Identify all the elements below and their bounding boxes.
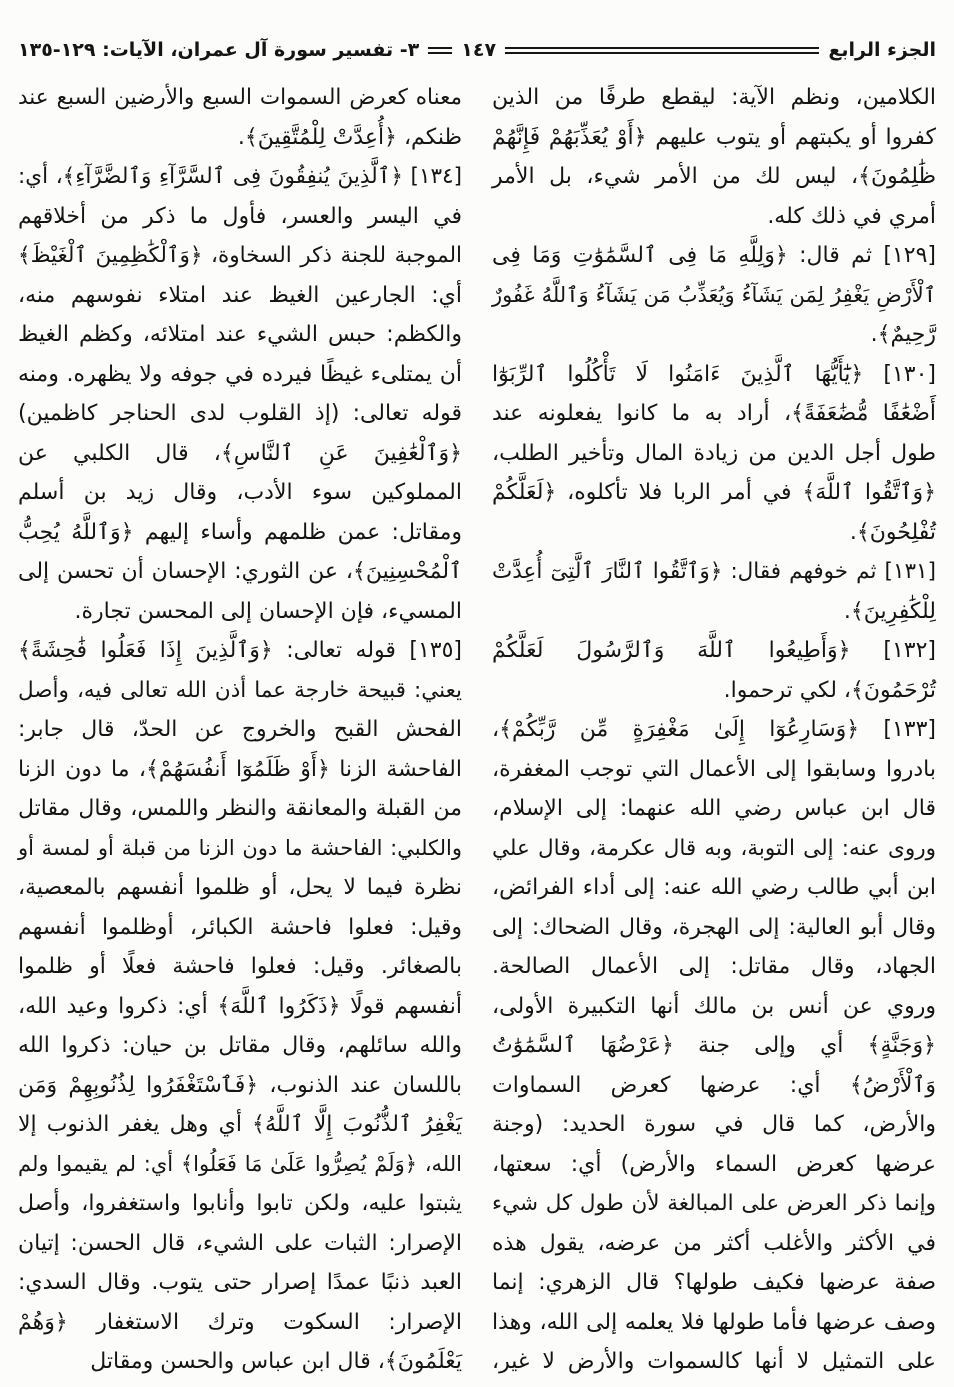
paragraph: [492, 710, 936, 1382]
text-line: [18, 631, 462, 671]
line-text: الله، ﴿وَلَمْ يُصِرُّوا عَلَىٰ مَا فَعَلُوا﴾ أي: لم يقيموا ولم: [18, 1151, 462, 1176]
line-text: المملوكين سوء الأدب، وقال زيد بن أسلم: [18, 480, 462, 505]
line-text: ﴿وَٱتَّقُوا ٱللَّهَ﴾ في أمر الربا فلا تأكلوه، ﴿لَعَلَّكُمْ: [492, 480, 936, 505]
line-text: بادروا وسابقوا إلى الأعمال التي توجب المغفرة،: [492, 756, 936, 782]
line-text: طول أجل الدين من زيادة المال وتأخير الطلب،: [492, 440, 936, 466]
line-text: وصف عرضها فأما طولها فلا يعلمه إلى الله، وهذا: [492, 1309, 936, 1335]
text-line: [492, 631, 936, 671]
page-number: ١٤٧: [461, 39, 497, 61]
line-text: ظَٰلِمُونَ﴾، ليس لك من الأمر شيء، بل الأمر: [492, 164, 936, 189]
line-text: كفروا أو يكبتهم أو يتوب عليهم ﴿أَوْ يُعَذِّبَهُمْ فَإِنَّهُمْ: [492, 124, 936, 150]
text-line: [18, 671, 462, 711]
line-text: أَضْعَٰفًا مُّضَٰعَفَةً﴾، أراد به ما كانوا يفعلونه عند: [492, 401, 936, 426]
line-text: [١٣٢] ﴿وَأَطِيعُوا ٱللَّهَ وَٱلرَّسُولَ لَعَلَّكُمْ: [492, 638, 936, 663]
text-line: [492, 1263, 936, 1303]
paragraph: [492, 355, 936, 553]
text-line: [492, 552, 936, 592]
line-text: ظنكم، ﴿أُعِدَّتْ لِلْمُتَّقِينَ﴾.: [237, 124, 462, 150]
text-line: [492, 513, 936, 553]
line-text: والله سائلهم، وقال مقاتل بن حيان: ذكروا الله: [18, 1033, 462, 1058]
part-title: الجزء الرابع: [828, 39, 936, 61]
text-line: [492, 355, 936, 395]
text-line: [492, 1342, 936, 1382]
line-text: قوله تعالى: (إذ القلوب لدى الحناجر كاظمين): [18, 401, 462, 426]
text-line: [492, 315, 936, 355]
line-text: ابن أبي طالب رضي الله عنه: إلى أداء الفرائض،: [492, 875, 936, 900]
line-text: [١٣٥] قوله تعالى: ﴿وَٱلَّذِينَ إِذَا فَعَلُوا فَٰحِشَةً﴾: [18, 638, 462, 663]
text-line: [18, 947, 462, 987]
line-text: العبد ذنبًا عمدًا إصرار حتى يتوب. وقال السدي:: [18, 1270, 462, 1295]
line-text: ٱلْأَرْضِ يَغْفِرُ لِمَن يَشَآءُ وَيُعَذِّبُ مَن يَشَآءُ وَٱللَّهُ غَفُورٌ: [492, 282, 936, 307]
double-rule-short: [428, 47, 452, 54]
text-line: [18, 157, 462, 197]
line-text: الإصرار: الثبات على الشيء، قال الحسن: إتيان: [18, 1230, 462, 1256]
line-text: أمري في ذلك كله.: [767, 203, 936, 229]
text-line: [18, 987, 462, 1027]
line-text: لِلْكَٰفِرِينَ﴾.: [843, 598, 936, 624]
text-line: [18, 1145, 462, 1185]
line-text: في اليسر والعسر، فأول ما ذكر من أخلاقهم: [18, 203, 462, 229]
text-line: [18, 552, 462, 592]
column-right: [492, 78, 936, 1382]
line-text: الكلامين، ونظم الآية: ليقطع طرفًا من الذين: [492, 85, 936, 110]
line-text: نظرة فيما لا يحل، أو ظلموا أنفسهم بالمعصية،: [18, 875, 462, 900]
text-line: [492, 710, 936, 750]
text-line: [492, 473, 936, 513]
line-text: أن يمتلىء غيظًا فيرده في جوفه ولا يظهره. ومنه: [18, 361, 462, 387]
line-text: يَعْلَمُونَ﴾، قال ابن عباس والحسن ومقاتل: [90, 1349, 462, 1374]
text-line: [18, 1105, 462, 1145]
text-line: [492, 868, 936, 908]
paragraph: [18, 631, 462, 1382]
text-line: [18, 1342, 462, 1382]
text-line: [492, 908, 936, 948]
double-rule: [505, 47, 819, 54]
text-line: [18, 789, 462, 829]
line-text: الفحش القبح والخروج عن الحدّ، قال جابر:: [18, 717, 462, 742]
line-text: صفة عرضها فكيف طولها؟ قال الزهري: إنما: [492, 1270, 936, 1295]
line-text: والكظم: حبس الشيء عند امتلائه، وكظم الغيظ: [18, 322, 462, 347]
text-line: [492, 1026, 936, 1066]
text-line: [492, 987, 936, 1027]
text-line: [18, 513, 462, 553]
text-line: [492, 1184, 936, 1224]
line-text: والأرض، كما قال في سورة الحديد: (وجنة: [492, 1112, 936, 1137]
text-line: [492, 197, 936, 237]
line-text: وَٱلْأَرْضُ﴾ أي: عرضها كعرض السماوات: [492, 1072, 936, 1098]
text-line: [492, 78, 936, 118]
line-text: في الأكثر والأغلب أكثر من عرضه، يقول هذه: [492, 1230, 936, 1256]
line-text: وروي عن أنس بن مالك أنها التكبيرة الأولى،: [492, 993, 936, 1019]
line-text: [١٣٤] ﴿ٱلَّذِينَ يُنفِقُونَ فِى ٱلسَّرَّآءِ وَٱلضَّرَّآءِ﴾، أي:: [18, 164, 462, 189]
line-text: [١٣٠] ﴿يَٰٓأَيُّهَا ٱلَّذِينَ ءَامَنُوا لَا تَأْكُلُوا ٱلرِّبَوٰٓا: [492, 361, 936, 387]
text-line: [18, 394, 462, 434]
text-line: [18, 592, 462, 632]
text-line: [18, 355, 462, 395]
line-text: المسيء، فإن الإحسان إلى المحسن تجارة.: [74, 598, 462, 624]
line-text: ٱلْمُحْسِنِينَ﴾، عن الثوري: الإحسان أن تحسن إلى: [18, 559, 462, 584]
line-text: ومقاتل: عمن ظلمهم وأساء إليهم ﴿وَٱللَّهُ يُحِبُّ: [18, 519, 462, 545]
line-text: [١٣٣] ﴿وَسَارِعُوٓا إِلَىٰ مَغْفِرَةٍ مِّن رَّبِّكُمْ﴾،: [492, 717, 936, 742]
line-text: باللسان عند الذنوب، ﴿فَٱسْتَغْفَرُوا لِذُنُوبِهِمْ وَمَن: [18, 1072, 462, 1098]
line-text: يعني: قبيحة خارجة عما أذن الله تعالى فيه، وأصل: [18, 677, 462, 703]
text-line: [492, 1145, 936, 1185]
text-line: [492, 671, 936, 711]
line-text: أنفسهم قولًا ﴿ذَكَرُوا ٱللَّهَ﴾ أي: ذكروا وعيد الله،: [18, 993, 462, 1019]
line-text: وإنما ذكر العرض على المبالغة لأن طول كل شيء: [492, 1191, 936, 1216]
line-text: يَغْفِرُ ٱلذُّنُوبَ إِلَّا ٱللَّهُ﴾ أي وهل يغفر الذنوب إلا: [18, 1112, 462, 1137]
text-line: [18, 78, 462, 118]
text-line: [18, 750, 462, 790]
text-line: [18, 1303, 462, 1343]
line-text: معناه كعرض السموات السبع والأرضين السبع عند: [18, 85, 462, 110]
line-text: تُرْحَمُونَ﴾، لكي ترحموا.: [723, 677, 936, 703]
text-line: [18, 1026, 462, 1066]
text-line: [492, 750, 936, 790]
text-line: [492, 1303, 936, 1343]
paragraph: [492, 236, 936, 355]
line-text: وقيل: فعلوا فاحشة الكبائر، أوظلموا أنفسهم: [18, 914, 462, 940]
text-line: [492, 276, 936, 316]
text-line: [18, 118, 462, 158]
running-header: [18, 33, 936, 67]
line-text: من القبلة والمعانقة والنظر واللمس، وقال مقاتل: [18, 796, 462, 821]
text-line: [18, 1224, 462, 1264]
text-line: [18, 829, 462, 869]
line-text: وقال أبو العالية: إلى الهجرة، وقال الضحاك: إلى: [492, 914, 936, 940]
paragraph: [492, 78, 936, 236]
text-line: [18, 434, 462, 474]
line-text: قال ابن عباس رضي الله عنهما: إلى الإسلام،: [492, 796, 936, 821]
text-line: [492, 829, 936, 869]
text-line: [18, 315, 462, 355]
line-text: عرضها كعرض السماء والأرض) أي: سعتها،: [492, 1151, 936, 1177]
line-text: وروى عنه: إلى التوبة، وبه قال عكرمة، وقال علي: [492, 835, 936, 861]
text-line: [18, 908, 462, 948]
text-line: [18, 710, 462, 750]
line-text: الموجبة للجنة ذكر السخاوة، ﴿وَٱلْكَٰظِمِينَ ٱلْغَيْظَ﴾: [18, 243, 462, 268]
paragraph: [18, 78, 462, 157]
line-text: الإصرار: السكوت وترك الاستغفار ﴿وَهُمْ: [18, 1309, 462, 1335]
text-line: [492, 434, 936, 474]
text-line: [492, 592, 936, 632]
paragraph: [492, 631, 936, 710]
column-left: [18, 78, 462, 1382]
paragraph: [18, 157, 462, 631]
text-line: [492, 789, 936, 829]
text-line: [492, 1224, 936, 1264]
line-text: ﴿وَجَنَّةٍ﴾ أي وإلى جنة ﴿عَرْضُهَا ٱلسَّمَٰوَٰتُ: [492, 1033, 936, 1058]
line-text: الفاحشة الزنا ﴿أَوْ ظَلَمُوٓا أَنفُسَهُمْ﴾، ما دون الزنا: [18, 756, 462, 782]
text-line: [492, 394, 936, 434]
line-text: رَّحِيمٌ﴾.: [870, 322, 936, 347]
text-line: [18, 1263, 462, 1303]
line-text: تُفْلِحُونَ﴾.: [849, 519, 936, 545]
text-line: [492, 236, 936, 276]
line-text: يثبتوا عليه، ولكن تابوا وأنابوا واستغفروا، وأصل: [18, 1191, 462, 1216]
paragraph: [492, 552, 936, 631]
text-line: [492, 1105, 936, 1145]
line-text: والكلبي: الفاحشة ما دون الزنا من قبلة أو لمسة أو: [18, 835, 462, 860]
line-text: [١٣١] ثم خوفهم فقال: ﴿وَٱتَّقُوا ٱلنَّارَ ٱلَّتِىٓ أُعِدَّتْ: [492, 559, 936, 584]
line-text: ﴿وَٱلْعَٰفِينَ عَنِ ٱلنَّاسِ﴾، قال الكلبي عن: [18, 440, 462, 466]
chapter-title: ٣- تفسير سورة آل عمران، الآيات: ١٢٩-١٣٥: [18, 39, 420, 61]
text-line: [18, 236, 462, 276]
line-text: [١٢٩] ثم قال: ﴿وَلِلَّهِ مَا فِى ٱلسَّمَٰوَٰتِ وَمَا فِى: [492, 243, 936, 268]
text-line: [18, 276, 462, 316]
text-line: [18, 868, 462, 908]
text-line: [18, 1066, 462, 1106]
line-text: أي: الجارعين الغيظ عند امتلاء نفوسهم منه،: [18, 282, 462, 308]
text-line: [18, 1184, 462, 1224]
text-line: [492, 1066, 936, 1106]
line-text: الجهاد، وقال مقاتل: إلى الأعمال الصالحة.: [492, 954, 936, 979]
text-line: [492, 157, 936, 197]
line-text: على التمثيل لا أنها كالسموات والأرض لا غير،: [492, 1349, 936, 1374]
text-line: [18, 197, 462, 237]
text-line: [18, 473, 462, 513]
text-line: [492, 947, 936, 987]
text-line: [492, 118, 936, 158]
line-text: بالصغائر. وقيل: فعلوا فاحشة فعلًا أو ظلموا: [18, 954, 462, 979]
